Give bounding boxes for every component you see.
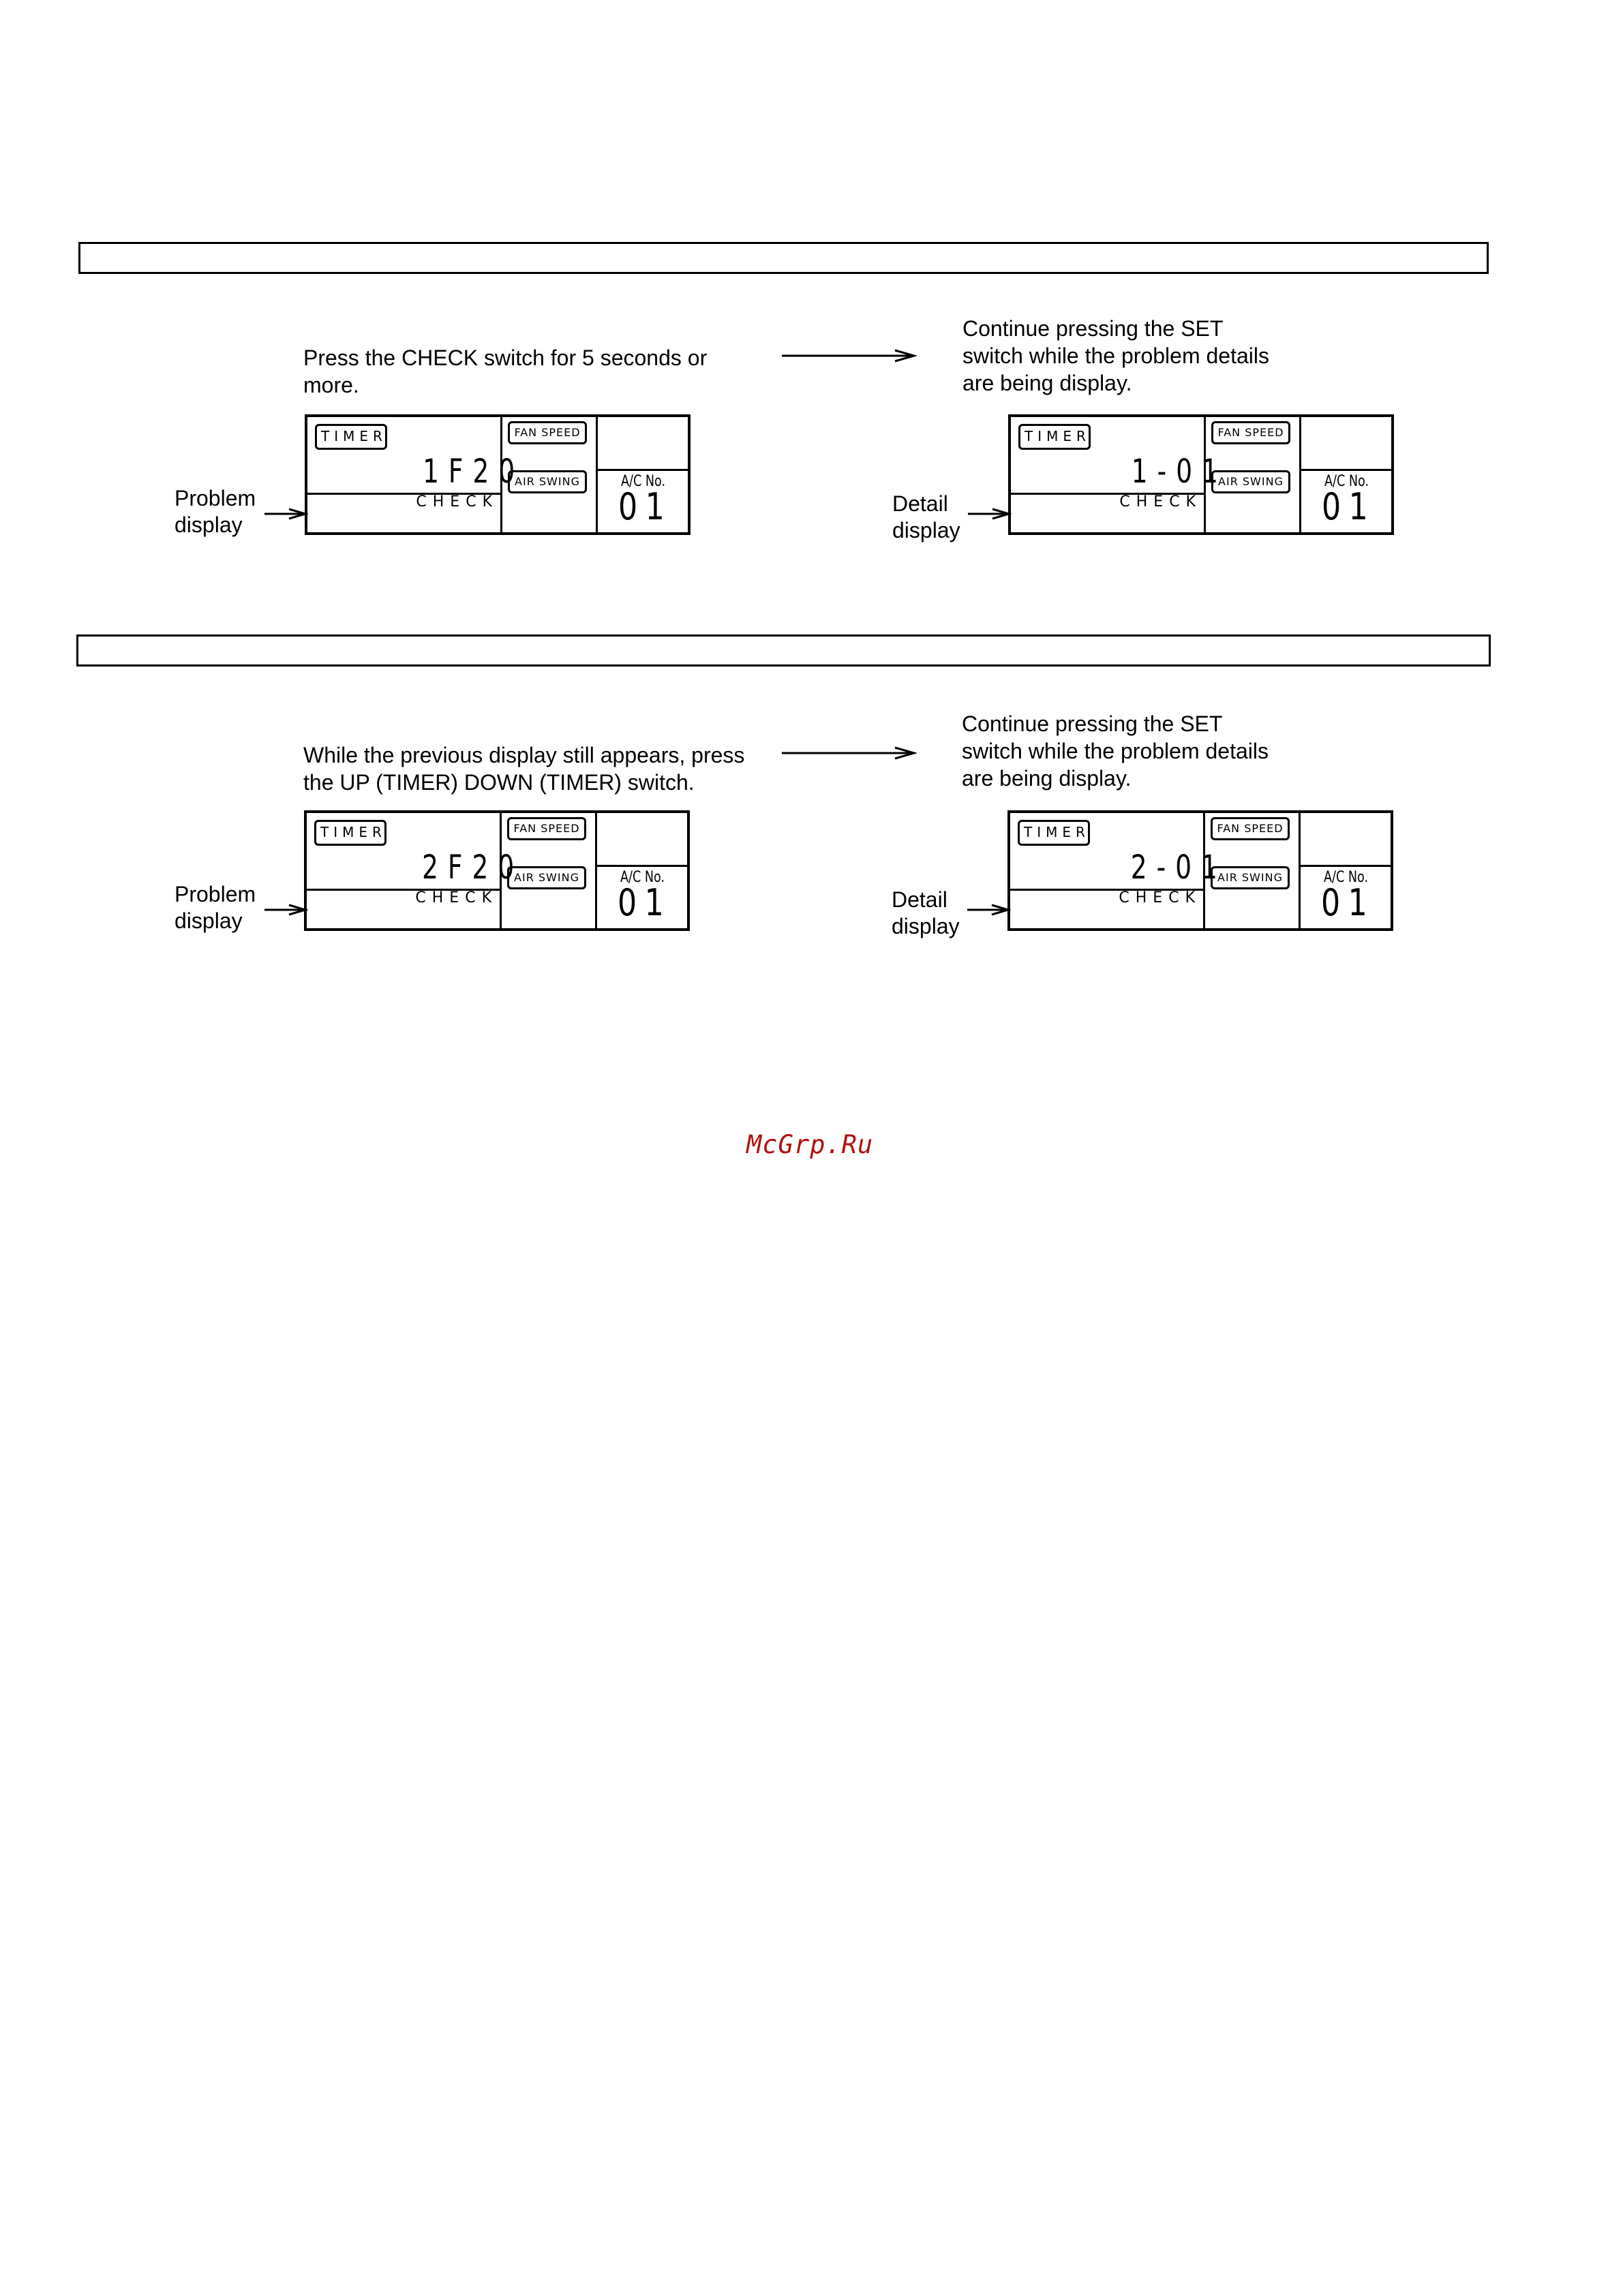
section-header-bar-2 — [76, 634, 1491, 667]
timer-label: TIMER — [1018, 424, 1091, 450]
timer-label: TIMER — [315, 424, 387, 450]
ac-number-label: A/C No. — [621, 473, 666, 490]
air-swing-label: AIR SWING — [1211, 470, 1290, 493]
lcd-detail-display-1 — [1008, 414, 1394, 535]
check-label: CHECK — [415, 889, 498, 906]
ac-number-value: 01 — [618, 485, 673, 528]
timer-label: TIMER — [314, 820, 386, 846]
label-problem-display: Problem display — [175, 486, 256, 537]
fan-speed-label: FAN SPEED — [507, 817, 586, 840]
air-swing-label: AIR SWING — [508, 470, 587, 493]
instruction-set-switch: Continue pressing the SET switch while the problem details are being display. — [962, 316, 1269, 395]
arrow-pointer-icon — [263, 506, 308, 522]
ac-number-value: 01 — [1321, 881, 1376, 924]
label-detail-display: Detail display — [892, 887, 960, 938]
ac-number-label: A/C No. — [620, 869, 665, 886]
ac-number-label: A/C No. — [1324, 473, 1369, 490]
problem-code: 2F20 — [421, 848, 524, 887]
check-label: CHECK — [1119, 889, 1201, 906]
detail-code: 2-01 — [1130, 848, 1227, 887]
timer-label: TIMER — [1018, 820, 1090, 846]
instruction-set-switch: Continue pressing the SET switch while the problem details are being display. — [962, 711, 1269, 791]
lcd-problem-display-1 — [305, 414, 691, 535]
check-label: CHECK — [1119, 493, 1202, 510]
arrow-pointer-icon — [263, 902, 308, 918]
problem-code: 1F20 — [422, 453, 524, 491]
ac-number-value: 01 — [1322, 485, 1376, 528]
ac-number-label: A/C No. — [1324, 869, 1369, 886]
air-swing-label: AIR SWING — [507, 866, 586, 889]
label-problem-display: Problem display — [175, 882, 256, 933]
air-swing-label: AIR SWING — [1211, 866, 1290, 889]
section-header-bar-1 — [78, 242, 1489, 274]
arrow-pointer-icon — [967, 506, 1012, 522]
label-detail-display: Detail display — [892, 491, 960, 542]
arrow-right-icon — [780, 745, 917, 761]
detail-code: 1-01 — [1131, 453, 1228, 491]
lcd-problem-display-2 — [304, 810, 690, 931]
fan-speed-label: FAN SPEED — [1211, 817, 1290, 840]
fan-speed-label: FAN SPEED — [1211, 421, 1290, 444]
fan-speed-label: FAN SPEED — [508, 421, 587, 444]
check-label: CHECK — [416, 493, 498, 510]
instruction-check-switch: Press the CHECK switch for 5 seconds or more. — [303, 346, 708, 397]
ac-number-value: 01 — [618, 881, 672, 924]
arrow-pointer-icon — [966, 902, 1011, 918]
watermark-logo: McGrp.Ru — [746, 1130, 874, 1159]
arrow-right-icon — [780, 348, 917, 364]
instruction-up-down-switch: While the previous display still appears, press the UP (TIMER) DOWN (TIMER) switch. — [303, 743, 745, 795]
lcd-detail-display-2 — [1007, 810, 1393, 931]
